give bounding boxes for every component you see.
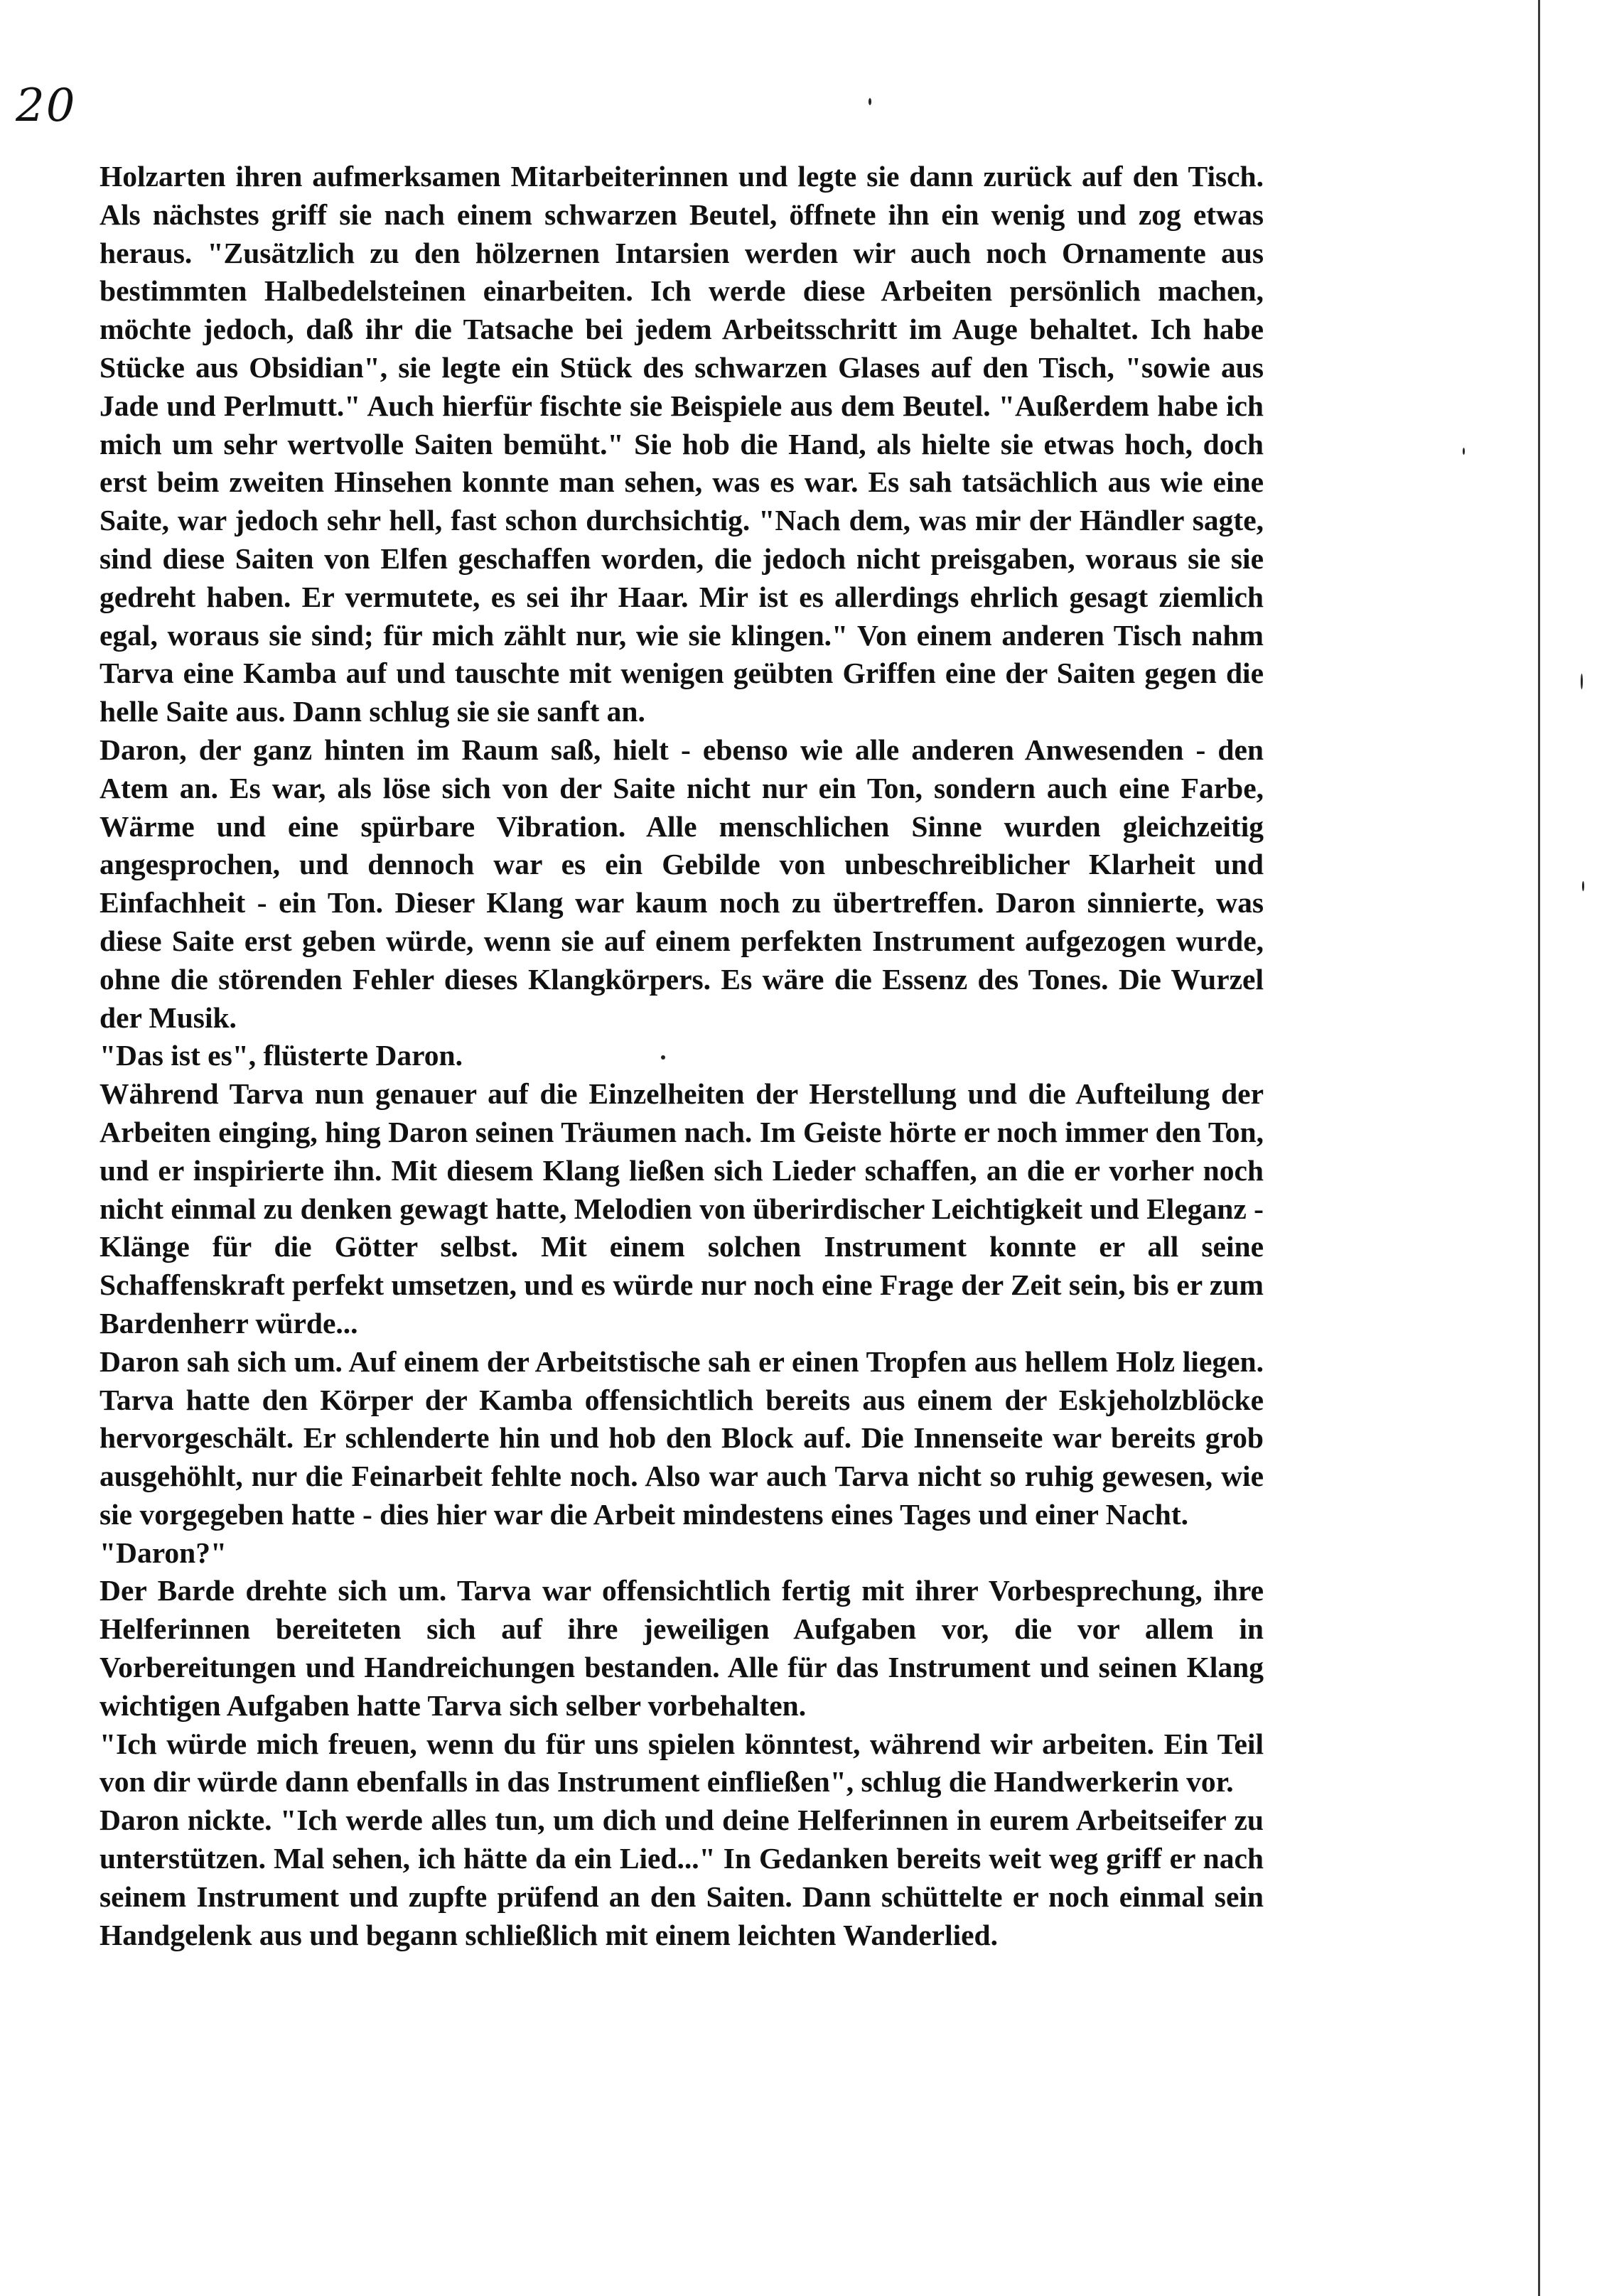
paragraph: Während Tarva nun genauer auf die Einzelheiten der Herstellung und die Aufteilung der Arbeiten einging, hing Daron seinen Träumen nach. Im Geiste hörte er noch immer den Ton, und er inspirierte ihn. Mit diesem Klang ließen sich Lieder schaffen, an die er vorher noch nicht einmal zu denken gewagt hatte, Melodien von überirdischer Leichtigkeit und Eleganz - Klänge für die Götter selbst. Mit einem solchen Instrument konnte er all seine Schaffenskraft perfekt umsetzen, und es würde nur noch eine Frage der Zeit sein, bis er zum Bardenherr würde... <box>100 1077 1264 1340</box>
scan-edge-line <box>1538 0 1540 2296</box>
paragraph: "Ich würde mich freuen, wenn du für uns spielen könntest, während wir arbeiten. Ein Teil von dir würde dann ebenfalls in das Instrument einfließen", schlug die Handwerkerin vor. <box>100 1727 1264 1799</box>
scan-speck <box>869 98 871 105</box>
paragraph: "Das ist es", flüsterte Daron. <box>100 1039 463 1072</box>
scan-speck <box>1463 448 1465 455</box>
text-body <box>100 158 1264 1954</box>
paragraph: Daron nickte. "Ich werde alles tun, um dich und deine Helferinnen in eurem Arbeitseifer zu unterstützen. Mal sehen, ich hätte da ein Lied..." In Gedanken bereits weit weg griff er nach seinem Instrument und zupfte prüfend an den Saiten. Dann schüttelte er noch einmal sein Handgelenk aus und begann schließlich mit einem leichten Wanderlied. <box>100 1804 1264 1951</box>
paragraph: Der Barde drehte sich um. Tarva war offensichtlich fertig mit ihrer Vorbesprechung, ihre Helferinnen bereiteten sich auf ihre jeweiligen Aufgaben vor, die vor allem in Vorbereitungen und Handreichungen bestanden. Alle für das Instrument und seinen Klang wichtigen Aufgaben hatte Tarva sich selber vorbehalten. <box>100 1574 1264 1722</box>
scan-speck <box>661 1055 665 1060</box>
scan-speck <box>1581 674 1583 689</box>
scan-speck <box>1582 881 1584 891</box>
page-number: 20 <box>16 80 77 132</box>
paragraph: Daron, der ganz hinten im Raum saß, hielt - ebenso wie alle anderen Anwesenden - den Atem an. Es war, als löse sich von der Saite nicht nur ein Ton, sondern auch eine Farbe, Wärme und eine spürbare Vibration. Alle menschlichen Sinne wurden gleichzeitig angesprochen, und dennoch war es ein Gebilde von unbeschreiblicher Klarheit und Einfachheit - ein Ton. Dieser Klang war kaum noch zu übertreffen. Daron sinnierte, was diese Saite erst geben würde, wenn sie auf einem perfekten Instrument aufgezogen wurde, ohne die störenden Fehler dieses Klangkörpers. Es wäre die Essenz des Tones. Die Wurzel der Musik. <box>100 733 1264 1034</box>
paragraph: "Daron?" <box>100 1536 227 1569</box>
paragraph: Holzarten ihren aufmerksamen Mitarbeiterinnen und legte sie dann zurück auf den Tisch. Als nächstes griff sie nach einem schwarzen Beutel, öffnete ihn ein wenig und zog etwas heraus. "Zusätzlich zu den hölzernen Intarsien werden wir auch noch Ornamente aus bestimmten Halbedelsteinen einarbeiten. Ich werde diese Arbeiten persönlich machen, möchte jedoch, daß ihr die Tatsache bei jedem Arbeitsschritt im Auge behaltet. Ich habe Stücke aus Obsidian", sie legte ein Stück des schwarzen Glases auf den Tisch, "sowie aus Jade und Perlmutt." Auch hierfür fischte sie Beispiele aus dem Beutel. "Außerdem habe ich mich um sehr wertvolle Saiten bemüht." Sie hob die Hand, als hielte sie etwas hoch, doch erst beim zweiten Hinsehen konnte man sehen, was es war. Es sah tatsächlich aus wie eine Saite, war jedoch sehr hell, fast schon durchsichtig. "Nach dem, was mir der Händler sagte, sind diese Saiten von Elfen geschaffen worden, die jedoch nicht preisgaben, woraus sie sie gedreht haben. Er vermutete, es sei ihr Haar. Mir ist es allerdings ehrlich gesagt ziemlich egal, woraus sie sind; für mich zählt nur, wie sie klingen." Von einem anderen Tisch nahm Tarva eine Kamba auf und tauschte mit wenigen geübten Griffen eine der Saiten gegen die helle Saite aus. Dann schlug sie sie sanft an. <box>100 160 1264 728</box>
paragraph: Daron sah sich um. Auf einem der Arbeitstische sah er einen Tropfen aus hellem Holz liegen. Tarva hatte den Körper der Kamba offensichtlich bereits aus einem der Eskjeholzblöcke hervorgeschält. Er schlenderte hin und hob den Block auf. Die Innenseite war bereits grob ausgehöhlt, nur die Feinarbeit fehlte noch. Also war auch Tarva nicht so ruhig gewesen, wie sie vorgegeben hatte - dies hier war die Arbeit mindestens eines Tages und einer Nacht. <box>100 1344 1264 1531</box>
